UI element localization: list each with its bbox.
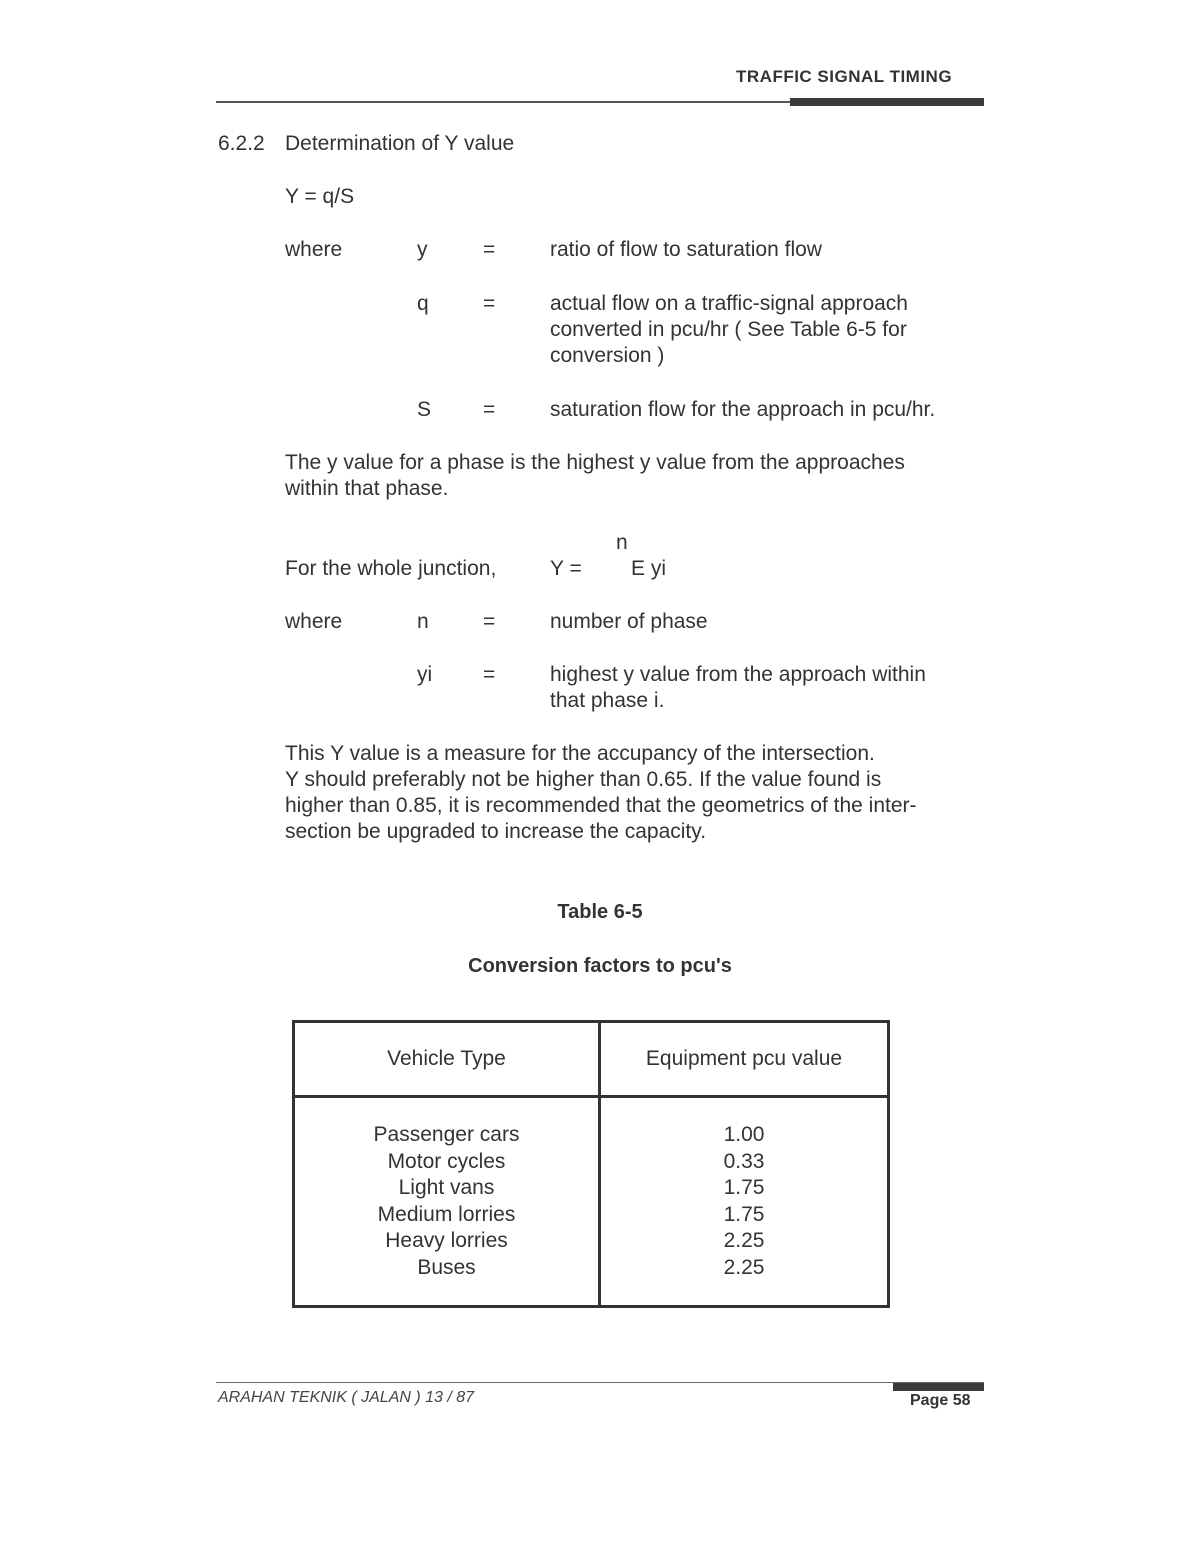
vehicle-type-cell	[294, 1097, 600, 1307]
def-symbol: y	[417, 238, 428, 261]
pcu-value: 1.75	[723, 1176, 765, 1200]
def-line: actual flow on a traffic-signal approach	[550, 292, 908, 315]
def-symbol: S	[417, 398, 432, 421]
where-label: where	[285, 610, 343, 633]
section-title: Determination of Y value	[285, 132, 515, 155]
def-text	[550, 662, 926, 714]
def-equals: =	[483, 610, 496, 633]
junction-label: For the whole junction,	[285, 557, 497, 580]
phase-paragraph	[285, 450, 905, 502]
def-text	[550, 237, 822, 263]
table-label: Table 6-5	[557, 901, 643, 923]
vehicle-type: Medium lorries	[377, 1202, 516, 1226]
def-line: converted in pcu/hr ( See Table 6-5 for	[550, 318, 907, 341]
vehicle-type: Passenger cars	[373, 1123, 520, 1146]
def-line: ratio of flow to saturation flow	[550, 238, 822, 261]
conversion-table	[292, 1020, 890, 1308]
table-body-row	[294, 1097, 889, 1307]
vehicle-type: Buses	[417, 1255, 476, 1279]
pcu-value: 2.25	[723, 1255, 765, 1279]
footer-rule-accent	[893, 1383, 984, 1391]
vehicle-type: Light vans	[398, 1176, 495, 1200]
table-header-row	[294, 1022, 889, 1097]
def-line: that phase i.	[550, 689, 665, 712]
def-symbol: yi	[417, 663, 433, 686]
pcu-value: 2.25	[723, 1229, 765, 1253]
def-line: number of phase	[550, 610, 708, 633]
def-symbol: q	[417, 292, 429, 315]
footer-rule	[216, 1382, 984, 1383]
vehicle-type: Heavy lorries	[385, 1229, 508, 1253]
paragraph-line: The y value for a phase is the highest y value from the approaches	[285, 451, 905, 474]
vehicle-type: Motor cycles	[387, 1149, 506, 1173]
def-equals: =	[483, 398, 496, 421]
sum-upper-limit: n	[616, 531, 628, 554]
column-header-vehicle-type: Vehicle Type	[294, 1022, 600, 1097]
junction-formula-lhs: Y =	[550, 557, 582, 580]
section-number: 6.2.2	[218, 132, 265, 155]
paragraph-line: Y should preferably not be higher than 0.65. If the value found is	[285, 768, 882, 791]
page-number: Page 58	[910, 1392, 971, 1409]
def-text	[550, 609, 708, 635]
paragraph-line: section be upgraded to increase the capacity.	[285, 820, 707, 843]
paragraph-line: within that phase.	[285, 477, 449, 500]
def-line: highest y value from the approach within	[550, 663, 926, 686]
pcu-value: 1.75	[723, 1202, 765, 1226]
sum-expression: E yi	[631, 557, 667, 580]
paragraph-line: This Y value is a measure for the accupancy of the intersection.	[285, 742, 875, 765]
pcu-value: 0.33	[723, 1149, 765, 1173]
table-caption: Conversion factors to pcu's	[468, 955, 732, 977]
def-line: saturation flow for the approach in pcu/hr.	[550, 398, 936, 421]
def-line: conversion )	[550, 344, 665, 367]
running-header-title: TRAFFIC SIGNAL TIMING	[736, 67, 953, 86]
column-header-pcu-value: Equipment pcu value	[600, 1022, 889, 1097]
paragraph-line: higher than 0.85, it is recommended that the geometrics of the inter-	[285, 794, 917, 817]
def-text	[550, 397, 935, 423]
def-text	[550, 291, 908, 369]
pcu-value-cell	[600, 1097, 889, 1307]
def-equals: =	[483, 292, 496, 315]
def-equals: =	[483, 663, 496, 686]
footer-document-ref: ARAHAN TEKNIK ( JALAN ) 13 / 87	[218, 1389, 475, 1406]
pcu-value: 1.00	[723, 1123, 765, 1146]
def-equals: =	[483, 238, 496, 261]
header-rule-accent	[790, 98, 984, 106]
def-symbol: n	[417, 610, 429, 633]
closing-paragraph	[285, 741, 917, 845]
formula-y: Y = q/S	[285, 185, 355, 208]
where-label: where	[285, 238, 343, 261]
